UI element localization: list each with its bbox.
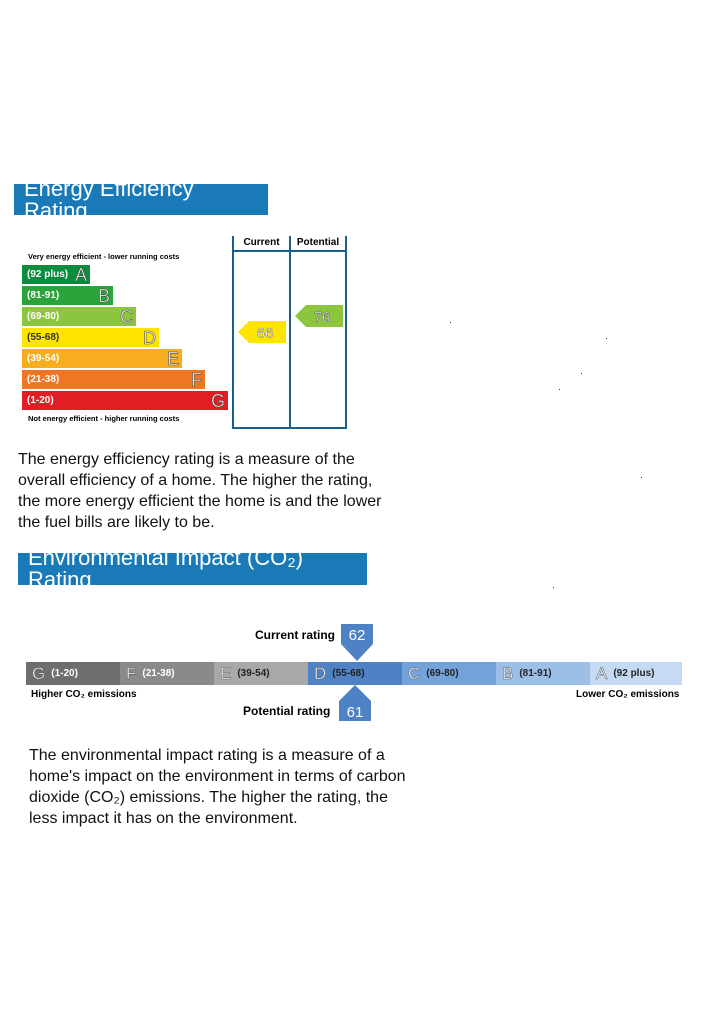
energy-band-a bbox=[22, 265, 90, 284]
energy-description-line: overall efficiency of a home. The higher the rating, bbox=[18, 472, 373, 489]
lower-co2-note: Lower CO₂ emissions bbox=[576, 689, 680, 700]
co2-band-range: (81-91) bbox=[519, 668, 552, 679]
current-energy-value: 66 bbox=[256, 325, 274, 342]
energy-band-letter: C bbox=[120, 306, 133, 327]
speck bbox=[553, 587, 554, 588]
potential-co2-marker bbox=[339, 685, 371, 721]
energy-description-line: the more energy efficient the home is and the lower bbox=[18, 493, 382, 510]
potential-energy-value: 76 bbox=[313, 309, 331, 326]
potential-col-right-border bbox=[345, 236, 347, 429]
co2-band-range: (1-20) bbox=[51, 668, 78, 679]
energy-efficiency-title: Energy Efficiency Rating bbox=[14, 184, 268, 215]
very-efficient-note: Very energy efficient - lower running costs bbox=[28, 252, 180, 261]
energy-band-range: (81-91) bbox=[27, 290, 60, 301]
energy-band-letter: F bbox=[191, 369, 202, 390]
potential-co2-value: 61 bbox=[346, 704, 364, 721]
co2-band-range: (69-80) bbox=[426, 668, 459, 679]
energy-description bbox=[18, 449, 381, 533]
co2-band-f bbox=[120, 662, 214, 685]
energy-band-d bbox=[22, 328, 159, 347]
potential-energy-marker bbox=[295, 305, 343, 327]
co2-band-range: (39-54) bbox=[237, 668, 270, 679]
energy-band-letter: D bbox=[143, 327, 156, 348]
energy-band-letter: G bbox=[210, 390, 225, 411]
energy-band-letter: E bbox=[166, 348, 179, 369]
co2-band-g bbox=[26, 662, 120, 685]
energy-description-line: The energy efficiency rating is a measure of the bbox=[18, 451, 355, 468]
current-co2-marker bbox=[341, 624, 373, 661]
energy-band-e bbox=[22, 349, 182, 368]
environment-description-line: home's impact on the environment in terms of carbon bbox=[29, 768, 406, 785]
speck bbox=[641, 477, 642, 478]
co2-band-letter: D bbox=[314, 663, 327, 683]
co2-band-range: (55-68) bbox=[332, 668, 365, 679]
current-column-header: Current bbox=[243, 237, 280, 248]
energy-band-c bbox=[22, 307, 136, 326]
co2-band-letter: A bbox=[596, 663, 608, 683]
current-col-left-border bbox=[232, 236, 234, 429]
co2-band-e bbox=[214, 662, 308, 685]
speck bbox=[581, 373, 582, 374]
co2-band-d bbox=[308, 662, 402, 685]
speck bbox=[559, 389, 560, 390]
co2-band-c bbox=[402, 662, 496, 685]
environment-description bbox=[29, 745, 406, 829]
environment-description-line: The environmental impact rating is a measure of a bbox=[29, 747, 385, 764]
energy-band-range: (1-20) bbox=[27, 395, 54, 406]
energy-band-range: (92 plus) bbox=[27, 269, 69, 280]
co2-band-range: (92 plus) bbox=[613, 668, 655, 679]
energy-band-g bbox=[22, 391, 228, 410]
current-co2-value: 62 bbox=[348, 627, 366, 644]
co2-band-range: (21-38) bbox=[142, 668, 175, 679]
energy-band-range: (39-54) bbox=[27, 353, 60, 364]
energy-band-range: (69-80) bbox=[27, 311, 60, 322]
current-col-divider bbox=[289, 236, 291, 429]
environment-description-line: less impact it has on the environment. bbox=[29, 810, 298, 827]
co2-band-b bbox=[496, 662, 590, 685]
co2-band-letter: C bbox=[408, 663, 421, 683]
header-rule bbox=[232, 250, 347, 252]
current-energy-marker bbox=[238, 321, 286, 343]
co2-band-letter: G bbox=[32, 663, 46, 683]
speck bbox=[606, 338, 607, 339]
energy-band-f bbox=[22, 370, 205, 389]
energy-band-b bbox=[22, 286, 113, 305]
higher-co2-note: Higher CO₂ emissions bbox=[31, 689, 137, 700]
environment-description-line: dioxide (CO₂) emissions. The higher the rating, the bbox=[29, 789, 388, 806]
co2-band-letter: E bbox=[220, 663, 232, 683]
potential-column-header: Potential bbox=[296, 237, 340, 248]
energy-band-range: (21-38) bbox=[27, 374, 60, 385]
environmental-impact-title: Environmental Impact (CO₂) Rating bbox=[18, 553, 367, 585]
bottom-rule bbox=[232, 427, 347, 429]
energy-band-letter: A bbox=[74, 264, 87, 285]
not-efficient-note: Not energy efficient - higher running costs bbox=[28, 414, 180, 423]
potential-rating-label: Potential rating bbox=[243, 704, 331, 718]
current-rating-label: Current rating bbox=[255, 628, 336, 642]
energy-band-letter: B bbox=[97, 285, 110, 306]
co2-band-a bbox=[590, 662, 682, 685]
energy-band-range: (55-68) bbox=[27, 332, 60, 343]
speck bbox=[450, 322, 451, 323]
co2-band-letter: B bbox=[502, 663, 514, 683]
energy-description-line: the fuel bills are likely to be. bbox=[18, 514, 215, 531]
co2-rating-bar bbox=[26, 662, 682, 685]
co2-band-letter: F bbox=[126, 663, 137, 683]
